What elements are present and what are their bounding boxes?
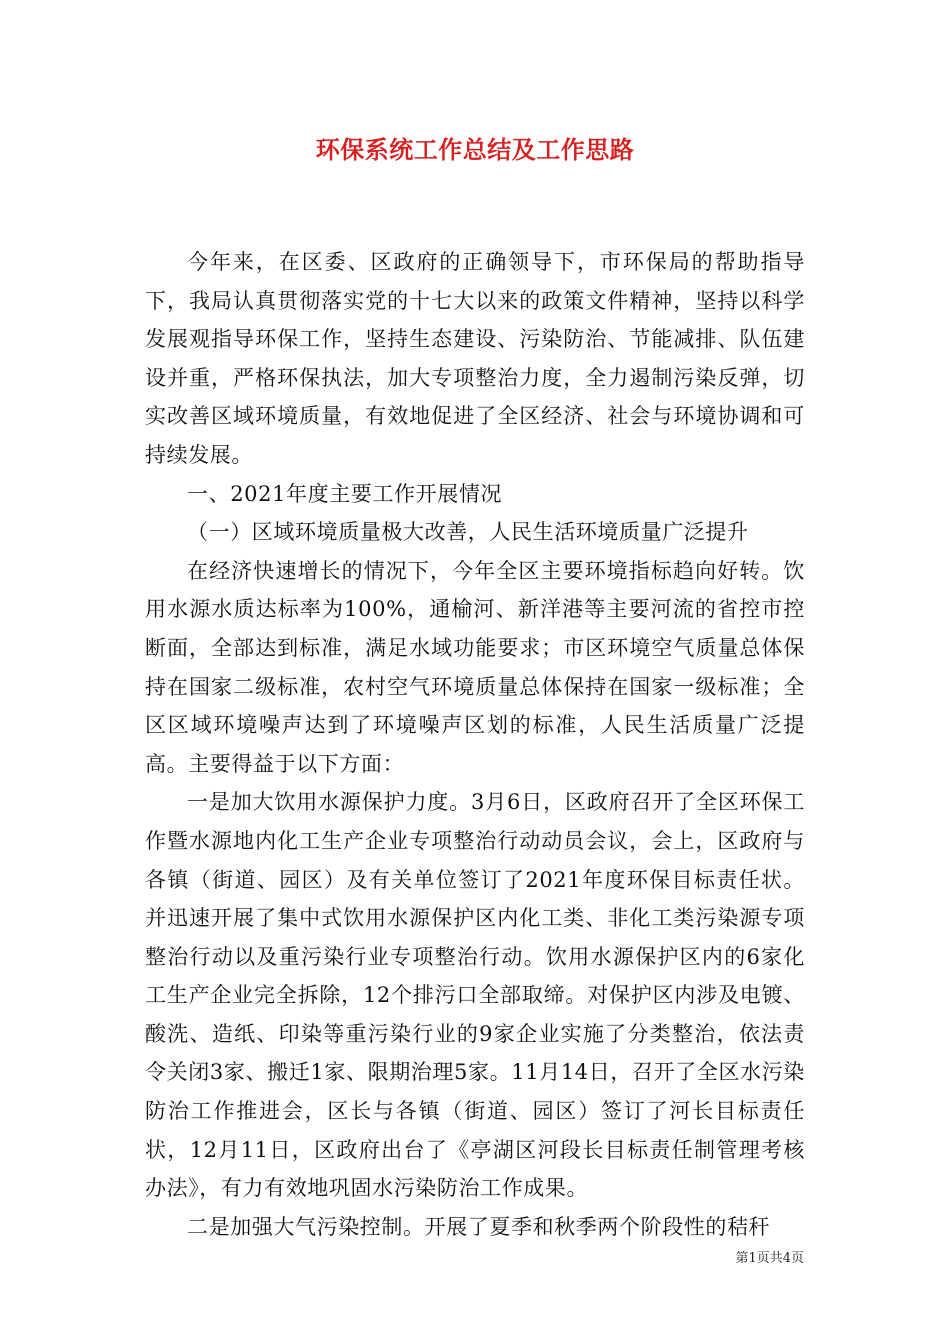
page-number: 第1页共4页 [735,1251,804,1266]
paragraph-water-protection: 一是加大饮用水源保护力度。3月6日，区政府召开了全区环保工作暨水源地内化工生产企业专项整治行动动员会议，会上，区政府与各镇（街道、园区）及有关单位签订了2021年度环保目标责任状。并迅速开展了集中式饮用水源保护区内化工类、非化工类污染源专项整治行动以及重污染行业专项整治行动。饮用水源保护区内的6家化工生产企业完全拆除，12个排污口全部取缔。对保护区内涉及电镀、酸洗、造纸、印染等重污染行业的9家企业实施了分类整治，依法责令关闭3家、搬迁1家、限期治理5家。11月14日，召开了全区水污染防治工作推进会，区长与各镇（街道、园区）签订了河长目标责任状，12月11日，区政府出台了《亭湖区河段长目标责任制管理考核办法》，有力有效地巩固水污染防治工作成果。 [145,790,805,1201]
paragraph-environment-quality: 在经济快速增长的情况下，今年全区主要环境指标趋向好转。饮用水源水质达标率为100%，通榆河、新洋港等主要河流的省控市控断面，全部达到标准，满足水域功能要求；市区环境空气质量总体保持在国家二级标准，农村空气环境质量总体保持在国家一级标准；全区区域环境噪声达到了环境噪声区划的标准，人民生活质量广泛提高。主要得益于以下方面： [145,558,805,776]
paragraph-air-pollution: 二是加强大气污染控制。开展了夏季和秋季两个阶段性的秸秆 [187,1214,771,1239]
document-body [145,243,805,1246]
document-title: 环保系统工作总结及工作思路 [315,135,635,164]
paragraph-intro: 今年来，在区委、区政府的正确领导下，市环保局的帮助指导下，我局认真贯彻落实党的十七大以来的政策文件精神，坚持以科学发展观指导环保工作，坚持生态建设、污染防治、节能减排、队伍建设并重，严格环保执法，加大专项整治力度，全力遏制污染反弹，切实改善区域环境质量，有效地促进了全区经济、社会与环境协调和可持续发展。 [145,250,805,467]
subsection-heading: （一）区域环境质量极大改善，人民生活环境质量广泛提升 [187,520,749,545]
section-heading: 一、2021年度主要工作开展情况 [187,481,503,506]
